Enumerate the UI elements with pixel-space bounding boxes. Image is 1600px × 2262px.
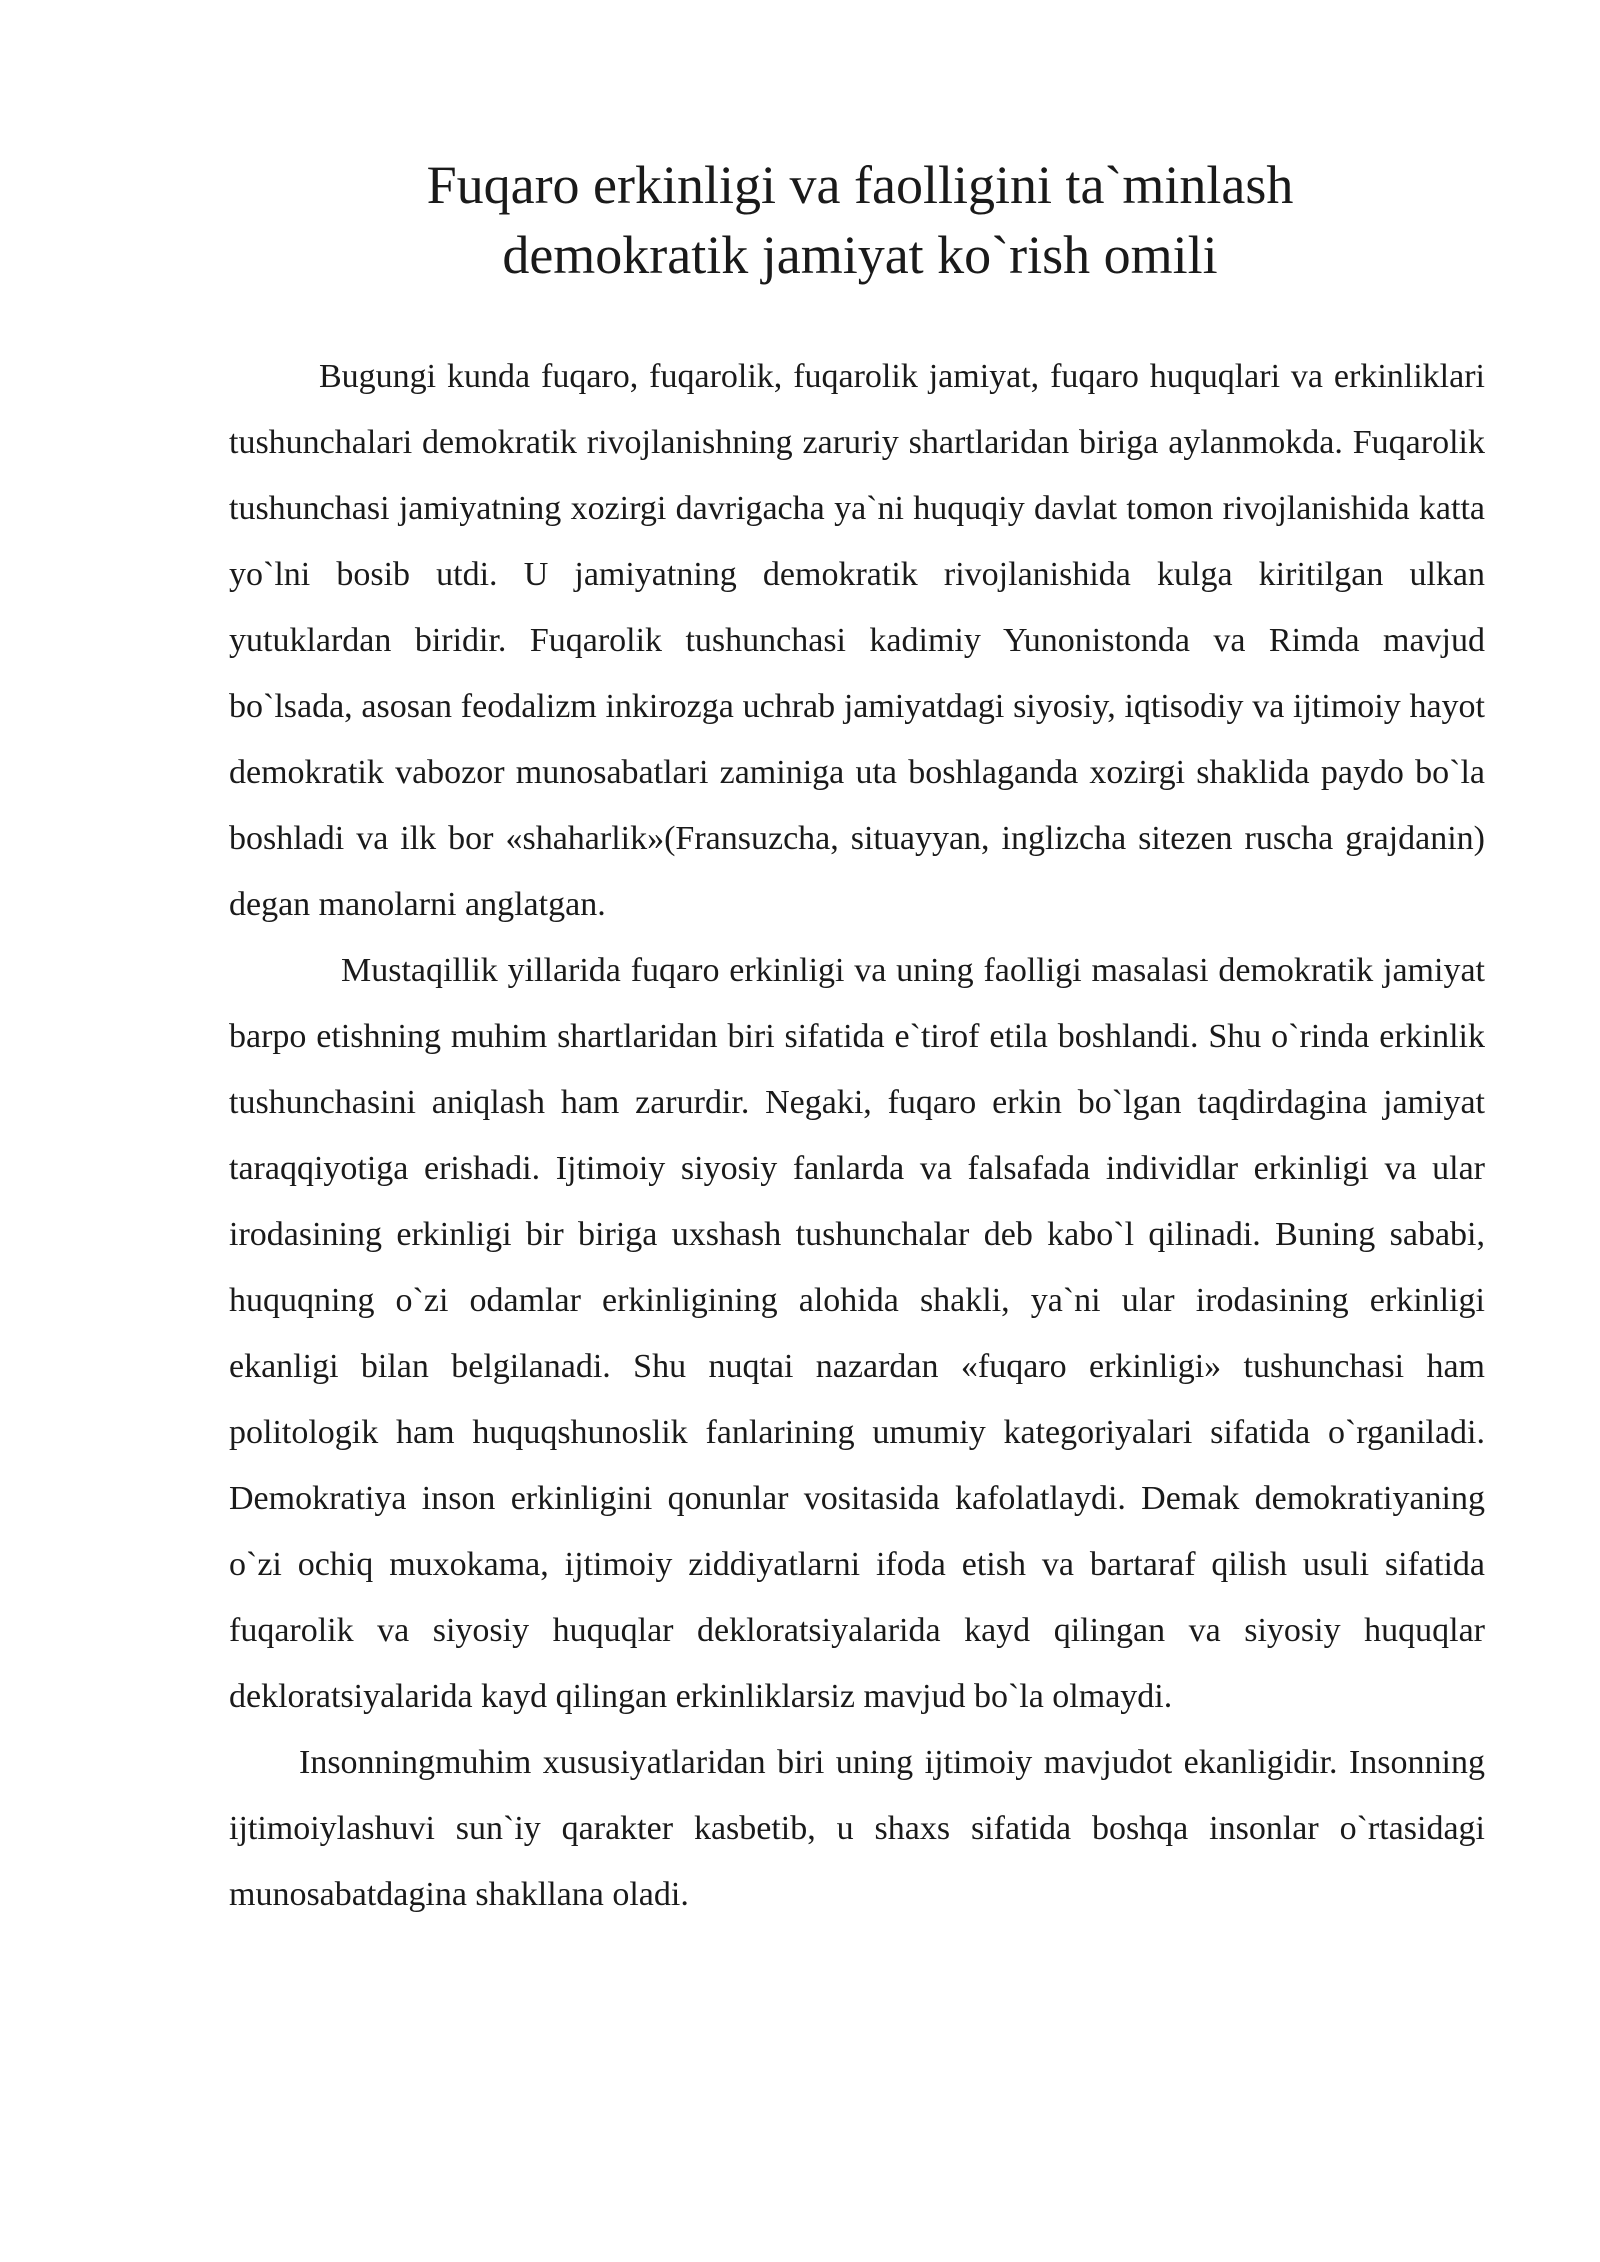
- title-line-1: Fuqaro erkinligi va faolligini ta`minlash: [426, 155, 1294, 215]
- paragraph-2: Mustaqillik yillarida fuqaro erkinligi va uning faolligi masalasi demokratik jamiyat barpo etishning muhim shartlaridan biri sifatida e`tirof etila boshlandi. Shu o`rinda erkinlik tushunchasini aniqlash ham zarurdir. Negaki, fuqaro erkin bo`lgan taqdirdagina jamiyat taraqqiyotiga erishadi. Ijtimoiy siyosiy fanlarda va falsafada individlar erkinligi va ular irodasining erkinligi bir biriga uxshash tushunchalar deb kabo`l qilinadi. Buning sababi, huquqning o`zi odamlar erkinligining alohida shakli, ya`ni ular irodasining erkinligi ekanligi bilan belgilanadi. Shu nuqtai nazardan «fuqaro erkinligi» tushunchasi ham politologik ham huquqshunoslik fanlarining umumiy kategoriyalari sifatida o`rganiladi. Demokratiya inson erkinligini qonunlar vositasida kafolatlaydi. Demak demokratiyaning o`zi ochiq muxokama, ijtimoiy ziddiyatlarni ifoda etish va bartaraf qilish usuli sifatida fuqarolik va siyosiy huquqlar dekloratsiyalarida kayd qilingan va siyosiy huquqlar dekloratsiyalarida kayd qilingan erkinliklarsiz mavjud bo`la olmaydi.: [229, 952, 1485, 1715]
- document-title: [0, 150, 1600, 290]
- document-body: [229, 344, 1485, 1928]
- title-line-2: demokratik jamiyat ko`rish omili: [502, 225, 1218, 285]
- paragraph-3: Insonningmuhim xususiyatlaridan biri uning ijtimoiy mavjudot ekanligidir. Insonning ijtimoiylashuvi sun`iy qarakter kasbetib, u shaxs sifatida boshqa insonlar o`rtasidagi munosabatdagina shakllana oladi.: [229, 1744, 1485, 1913]
- paragraph-1: Bugungi kunda fuqaro, fuqarolik, fuqarolik jamiyat, fuqaro huquqlari va erkinliklari tushunchalari demokratik rivojlanishning zaruriy shartlaridan biriga aylanmokda. Fuqarolik tushunchasi jamiyatning xozirgi davrigacha ya`ni huquqiy davlat tomon rivojlanishida katta yo`lni bosib utdi. U jamiyatning demokratik rivojlanishida kulga kiritilgan ulkan yutuklardan biridir. Fuqarolik tushunchasi kadimiy Yunonistonda va Rimda mavjud bo`lsada, asosan feodalizm inkirozga uchrab jamiyatdagi siyosiy, iqtisodiy va ijtimoiy hayot demokratik vabozor munosabatlari zaminiga uta boshlaganda xozirgi shaklida paydo bo`la boshladi va ilk bor «shaharlik»(Fransuzcha, situayyan, inglizcha sitezen ruscha grajdanin) degan manolarni anglatgan.: [229, 358, 1485, 923]
